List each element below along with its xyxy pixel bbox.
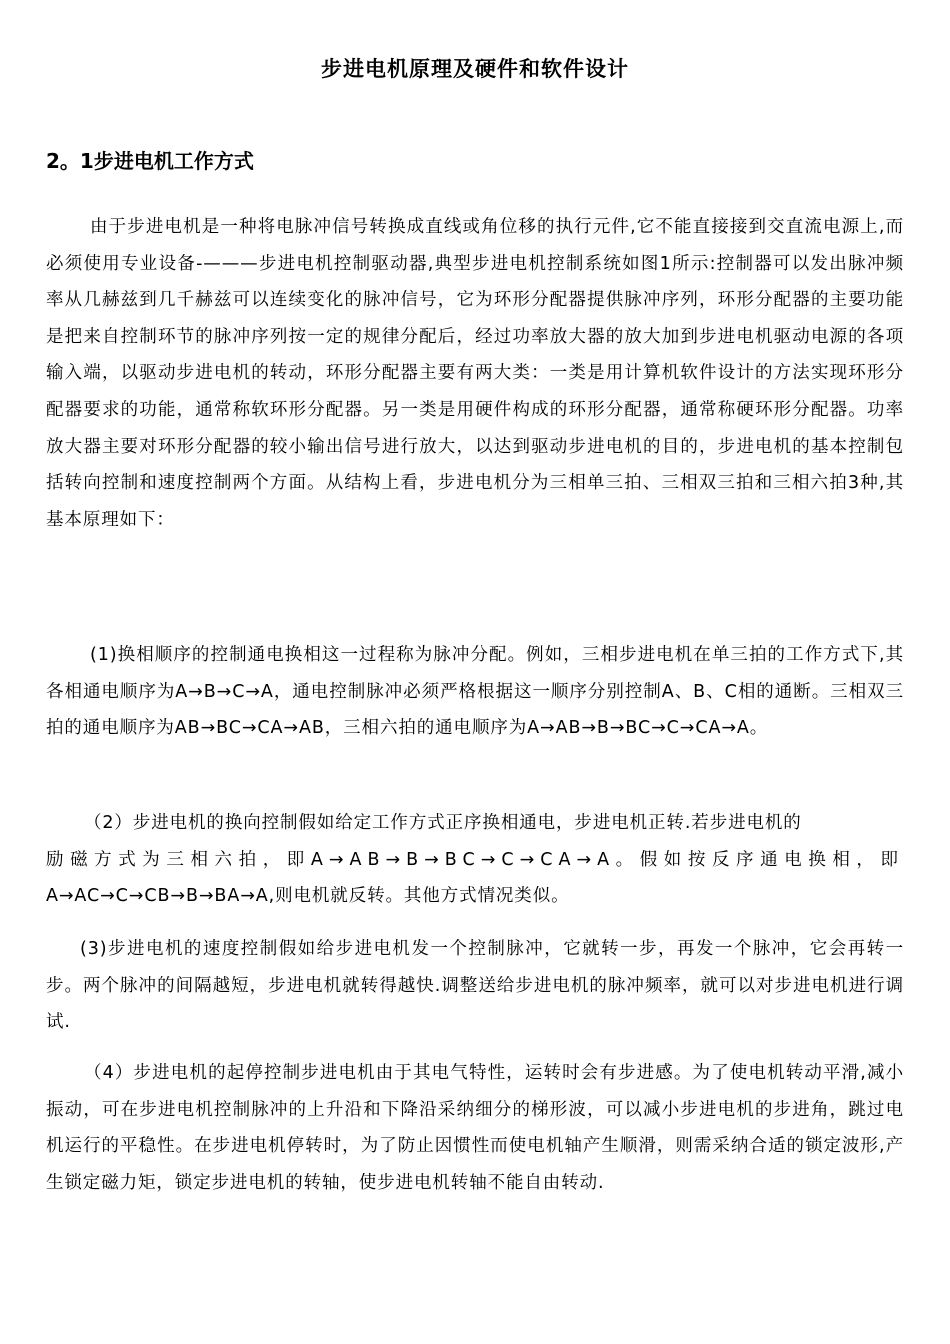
- intro-paragraph: 由于步进电机是一种将电脉冲信号转换成直线或角位移的执行元件,它不能直接接到交直流电源上,而必须使用专业设备-———步进电机控制驱动器,典型步进电机控制系统如图1所示:控制器可以发出脉冲频率从几赫兹到几千赫兹可以连续变化的脉冲信号，它为环形分配器提供脉冲序列，环形分配器的主要功能是把来自控制环节的脉冲序列按一定的规律分配后，经过功率放大器的放大加到步进电机驱动电源的各项输入端，以驱动步进电机的转动，环形分配器主要有两大类：一类是用计算机软件设计的方法实现环形分配器要求的功能，通常称软环形分配器。另一类是用硬件构成的环形分配器，通常称硬环形分配器。功率放大器主要对环形分配器的较小输出信号进行放大，以达到驱动步进电机的目的，步进电机的基本控制包括转向控制和速度控制两个方面。从结构上看，步进电机分为三相单三拍、三相双三拍和三相六拍3种,其基本原理如下：: [46, 217, 904, 530]
- paragraph-direction-control-line1: （2）步进电机的换向控制假如给定工作方式正序换相通电，步进电机正转.若步进电机的: [84, 813, 802, 833]
- paragraph-speed-control: (3)步进电机的速度控制假如给步进电机发一个控制脉冲，它就转一步，再发一个脉冲，它会再转一步。两个脉冲的间隔越短，步进电机就转得越快.调整送给步进电机的脉冲频率，就可以对步进电机进行调试.: [46, 939, 904, 1033]
- paragraph-direction-control-line2: 励磁方式为三相六拍，即A→AB→B→BC→C→CA→A。假如按反序通电换相，即: [46, 849, 904, 870]
- paragraph-start-stop-control: （4）步进电机的起停控制步进电机由于其电气特性，运转时会有步进感。为了使电机转动平滑,减小振动，可在步进电机控制脉冲的上升沿和下降沿采纳细分的梯形波，可以减小步进电机的步进角，跳过电机运行的平稳性。在步进电机停转时，为了防止因惯性而使电机轴产生顺滑，则需采纳合适的锁定波形,产生锁定磁力矩，锁定步进电机的转轴，使步进电机转轴不能自由转动.: [46, 1063, 904, 1193]
- document-title: 步进电机原理及硬件和软件设计: [321, 57, 629, 81]
- paragraph-direction-control: [46, 805, 904, 915]
- paragraph-direction-control-line3: A→AC→C→CB→B→BA→A,则电机就反转。其他方式情况类似。: [46, 886, 570, 907]
- section-heading: 2。1步进电机工作方式: [46, 149, 254, 173]
- paragraph-phase-sequence-control: (1)换相顺序的控制通电换相这一过程称为脉冲分配。例如，三相步进电机在单三拍的工作方式下,其各相通电顺序为A→B→C→A，通电控制脉冲必须严格根据这一顺序分别控制A、B、C相的通断。三相双三拍的通电顺序为AB→BC→CA→AB，三相六拍的通电顺序为A→AB→B→BC→C→CA→A。: [46, 645, 904, 739]
